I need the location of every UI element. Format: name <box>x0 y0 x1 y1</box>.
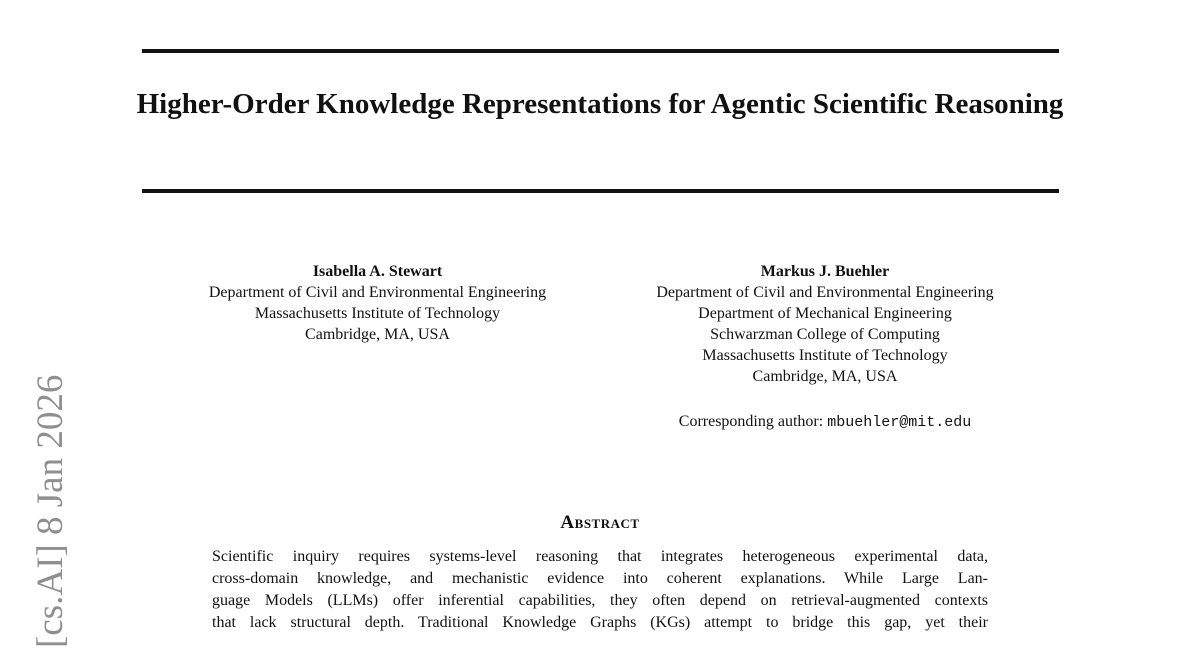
title-top-rule <box>142 49 1059 53</box>
author-affiliation: Cambridge, MA, USA <box>752 368 898 385</box>
abstract-line: that lack structural depth. Traditional Knowledge Graphs (KGs) attempt to bridge this gap, yet their <box>212 614 988 631</box>
abstract-line: guage Models (LLMs) offer inferential capabilities, they often depend on retrieval-augmented contexts <box>212 592 988 609</box>
abstract-line: Scientific inquiry requires systems-level reasoning that integrates heterogeneous experimental data, <box>212 548 988 565</box>
author-affiliation: Massachusetts Institute of Technology <box>254 305 501 322</box>
author-affiliation: Cambridge, MA, USA <box>305 326 450 343</box>
author-affiliation: Department of Mechanical Engineering <box>698 305 952 322</box>
abstract-line: cross-domain knowledge, and mechanistic evidence into coherent explanations. While Large Lan- <box>212 570 988 587</box>
author-affiliation: Schwarzman College of Computing <box>710 326 940 343</box>
arxiv-side-stamp: [cs.AI] 8 Jan 2026 <box>30 374 71 648</box>
author-block-2 <box>605 261 1045 387</box>
abstract-text <box>212 546 988 634</box>
corresponding-label: Corresponding author: <box>678 413 824 430</box>
title-bottom-rule <box>142 189 1059 193</box>
corresponding-author <box>605 411 1045 433</box>
author-affiliation: Department of Civil and Environmental Engineering <box>208 284 547 301</box>
author-affiliation: Department of Civil and Environmental Engineering <box>656 284 994 301</box>
author-name: Markus J. Buehler <box>760 263 890 280</box>
author-block-1 <box>140 261 615 345</box>
author-name: Isabella A. Stewart <box>312 263 443 280</box>
author-affiliation: Massachusetts Institute of Technology <box>702 347 948 364</box>
corresponding-email-link[interactable]: mbuehler@mit.edu <box>827 414 972 431</box>
abstract-heading: Abstract <box>560 512 640 533</box>
paper-title: Higher-Order Knowledge Representations for Agentic Scientific Reasoning <box>136 88 1064 120</box>
